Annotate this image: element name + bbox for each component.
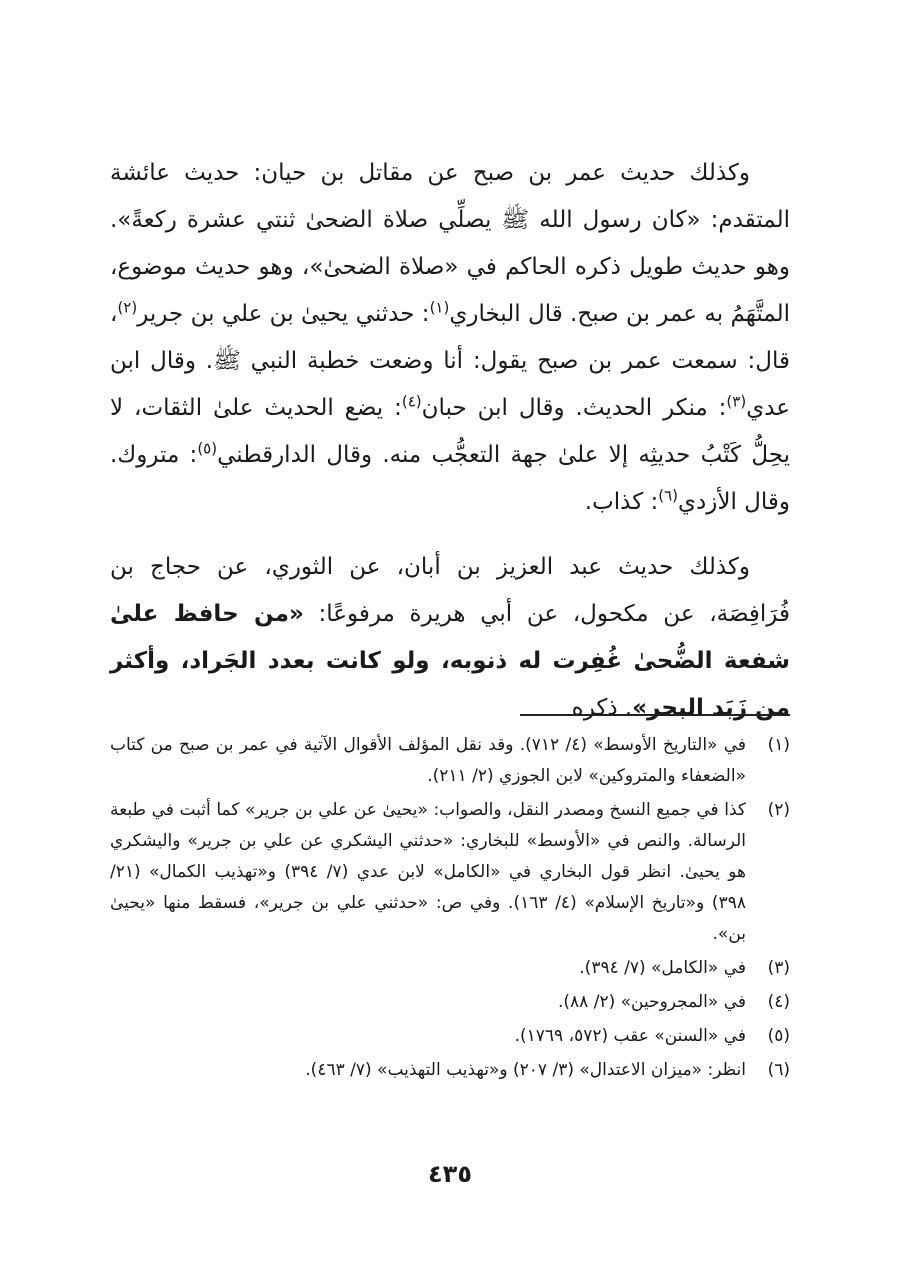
footnote-ref-3[interactable]: (٣) xyxy=(726,392,747,411)
footnote-ref-2[interactable]: (٢) xyxy=(117,298,138,317)
footnote-5 xyxy=(110,1021,790,1052)
footnotes xyxy=(110,730,790,1089)
footnote-ref-6[interactable]: (٦) xyxy=(658,486,678,505)
text-run: : حدثني يحيىٰ بن علي بن جرير xyxy=(137,301,430,327)
text-run: ، قال: سمعت عمر بن صبح يقول: أنا وضعت خطبة النبي ﷺ. وقال ابن عدي xyxy=(110,301,790,421)
hadith-quote: «من حافظ علىٰ شفعة الضُّحىٰ غُفِرت له ذنوبه، ولو كانت بعدد الجَراد، وأكثر من زَبَد البحر» xyxy=(110,601,790,721)
footnote-6 xyxy=(110,1055,790,1086)
text-run: . ذكره xyxy=(571,695,633,721)
footnote-4 xyxy=(110,987,790,1018)
footnote-text: انظر: «ميزان الاعتدال» (٣/ ٢٠٧) و«تهذيب التهذيب» (٧/ ٤٦٣). xyxy=(305,1060,746,1080)
text-run: : منكر الحديث. وقال ابن حبان xyxy=(421,395,727,421)
footnote-number: (٦) xyxy=(767,1060,790,1080)
footnote-1 xyxy=(110,730,790,792)
footnote-number: (٤) xyxy=(767,992,790,1012)
footnote-number: (٢) xyxy=(767,800,790,820)
footnote-text: كذا في جميع النسخ ومصدر النقل، والصواب: «يحيىٰ عن علي بن جرير» كما أثبت في طبعة الرسالة. والنص في «الأوسط» للبخاري: «حدثني اليشكري عن علي بن جرير» واليشكري هو يحيىٰ. انظر قول البخاري في «الكامل» لابن عدي (٧/ ٣٩٤) و«تهذيب الكمال» (٢١/ ٣٩٨) و«تاريخ الإسلام» (٤/ ١٦٣). وفي ص: «حدثني علي بن جرير»، فسقط منها «يحيىٰ بن». xyxy=(110,800,746,944)
footnote-text: في «المجروحين» (٢/ ٨٨). xyxy=(557,992,746,1012)
text-run: وكذلك حديث عمر بن صبح عن مقاتل بن حيان: حديث عائشة المتقدم: «كان رسول الله ﷺ يصلِّي صلاة الضحىٰ ثنتي عشرة ركعةً». وهو حديث طويل ذكره الحاكم في «صلاة الضحىٰ»، وهو حديث موضوع، المتَّهَمُ به عمر بن صبح. قال البخاري xyxy=(110,160,790,327)
page-number: ٤٣٥ xyxy=(428,1160,472,1188)
paragraph-1 xyxy=(110,150,790,526)
text-run: وكذلك حديث عبد العزيز بن أبان، عن الثوري، عن حجاج بن فُرَافِصَة، عن مكحول، عن أبي هريرة مرفوعًا: xyxy=(110,554,790,627)
footnote-number: (٣) xyxy=(767,958,790,978)
footnote-text: في «السنن» عقب (٥٧٢، ١٧٦٩). xyxy=(514,1026,746,1046)
footnote-text: في «التاريخ الأوسط» (٤/ ٧١٢). وقد نقل المؤلف الأقوال الآتية في عمر بن صبح من كتاب «الضعفاء والمتروكين» لابن الجوزي (٢/ ٢١١). xyxy=(110,735,746,786)
footnote-number: (١) xyxy=(767,735,790,755)
paragraph-2 xyxy=(110,544,790,732)
text-run: : يضع الحديث علىٰ الثقات، لا يحِلُّ كَتْبُ حديثِه إلا علىٰ جهة التعجُّب منه. وقال الدارقطني xyxy=(110,395,790,468)
text-run: : كذاب. xyxy=(584,489,659,515)
footnote-3 xyxy=(110,953,790,984)
footnote-ref-1[interactable]: (١) xyxy=(429,298,450,317)
footnote-ref-5[interactable]: (٥) xyxy=(197,439,218,458)
main-text xyxy=(110,150,790,732)
footnote-ref-4[interactable]: (٤) xyxy=(401,392,422,411)
text-run: : متروك. وقال الأزدي xyxy=(110,442,790,515)
footnote-2 xyxy=(110,795,790,950)
footnote-separator xyxy=(520,714,790,716)
footnote-number: (٥) xyxy=(767,1026,790,1046)
footnote-text: في «الكامل» (٧/ ٣٩٤). xyxy=(579,958,746,978)
